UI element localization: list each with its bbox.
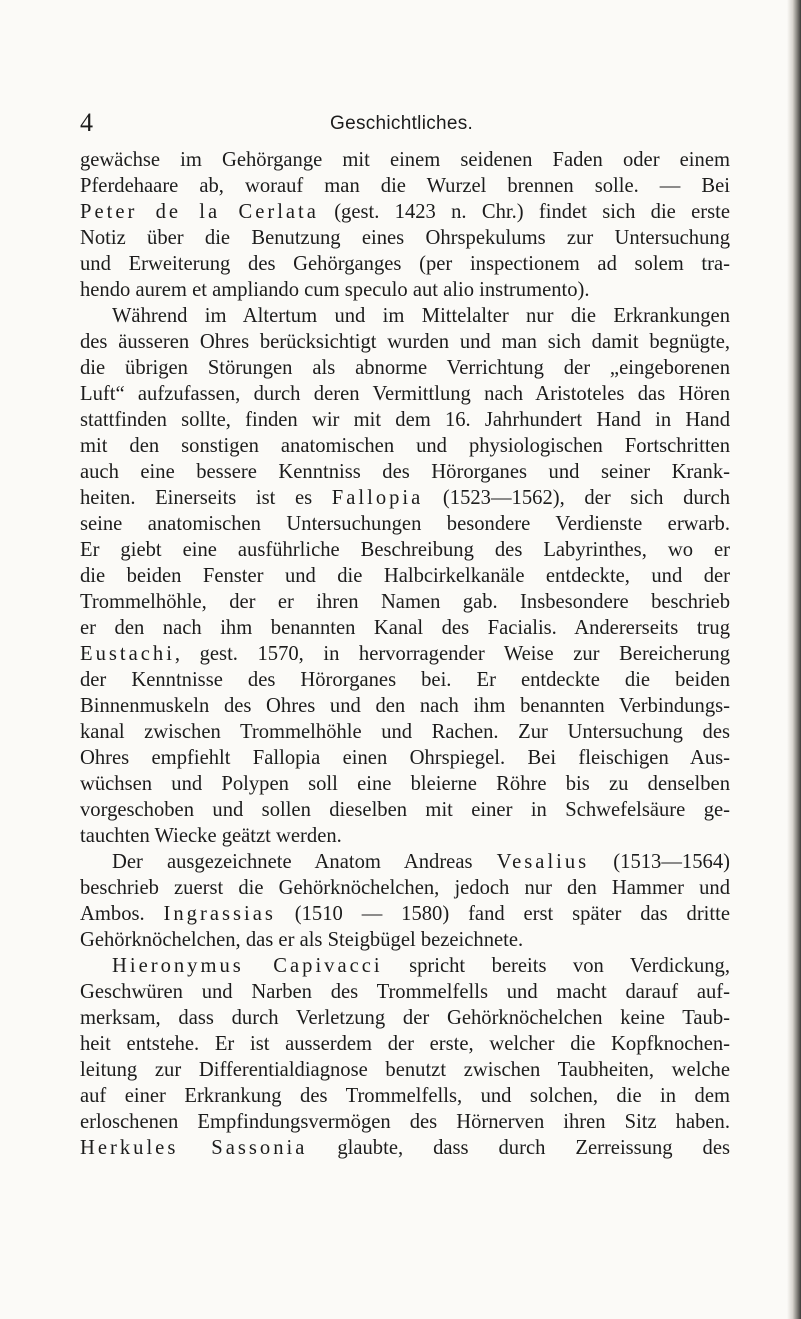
- page-number: 4: [80, 108, 93, 137]
- text-line: Ohres empfiehlt Fallopia einen Ohrspiegel. Bei fleischigen Aus-: [80, 747, 730, 769]
- text-line: beschrieb zuerst die Gehörknöchelchen, jedoch nur den Hammer und: [80, 877, 730, 899]
- text-line: Trommelhöhle, der er ihren Namen gab. Insbesondere beschrieb: [80, 591, 730, 613]
- text-line: erloschenen Empfindungsvermögen des Hörnerven ihren Sitz haben.: [80, 1111, 730, 1133]
- text-line: heiten. Einerseits ist es Fallopia (1523—1562), der sich durch: [80, 487, 730, 509]
- text-line: tauchten Wiecke geätzt werden.: [80, 825, 342, 847]
- text-line: Pferdehaare ab, worauf man die Wurzel brennen solle. — Bei: [80, 175, 730, 197]
- text-line: die beiden Fenster und die Halbcirkelkanäle entdeckte, und der: [80, 565, 730, 587]
- text-line: er den nach ihm benannten Kanal des Facialis. Andererseits trug: [80, 617, 730, 639]
- text-line: auf einer Erkrankung des Trommelfells, und solchen, die in dem: [80, 1085, 730, 1107]
- text-line: Binnenmuskeln des Ohres und den nach ihm benannten Verbindungs-: [80, 695, 730, 717]
- text-line: Während im Altertum und im Mittelalter nur die Erkrankungen: [112, 305, 730, 327]
- text-line: Hieronymus Capivacci spricht bereits von Verdickung,: [112, 955, 730, 977]
- spaced-name: Ingrassias: [163, 903, 276, 925]
- text-line: Notiz über die Benutzung eines Ohrspekulums zur Untersuchung: [80, 227, 730, 249]
- text-line: auch eine bessere Kenntniss des Hörorganes und seiner Krank-: [80, 461, 730, 483]
- text-line: Er giebt eine ausführliche Beschreibung des Labyrinthes, wo er: [80, 539, 730, 561]
- text-line: Gehörknöchelchen, das er als Steigbügel bezeichnete.: [80, 929, 524, 951]
- spaced-name: Herkules Sassonia: [80, 1137, 308, 1159]
- text-line: die übrigen Störungen als abnorme Verrichtung der „eingeborenen: [80, 357, 730, 379]
- text-line: leitung zur Differentialdiagnose benutzt zwischen Taubheiten, welche: [80, 1059, 730, 1081]
- running-title: Geschichtliches.: [330, 113, 474, 134]
- text-line: heit entstehe. Er ist ausserdem der erste, welcher die Kopfknochen-: [80, 1033, 730, 1055]
- spaced-name: Eustachi: [80, 643, 175, 665]
- text-line: merksam, dass durch Verletzung der Gehörknöchelchen keine Taub-: [80, 1007, 730, 1029]
- text-line: und Erweiterung des Gehörganges (per inspectionem ad solem tra-: [80, 253, 730, 275]
- text-line: hendo aurem et ampliando cum speculo aut alio instrumento).: [80, 279, 590, 301]
- spaced-name: Vesalius: [496, 851, 590, 873]
- spaced-name: Hieronymus Capivacci: [112, 955, 383, 977]
- text-line: vorgeschoben und sollen dieselben mit einer in Schwefelsäure ge-: [80, 799, 730, 821]
- text-line: stattfinden sollte, finden wir mit dem 16. Jahrhundert Hand in Hand: [80, 409, 730, 431]
- text-line: Der ausgezeichnete Anatom Andreas Vesalius (1513—1564): [112, 851, 730, 873]
- page-edge-shadow: [787, 0, 801, 1319]
- text-line: gewächse im Gehörgange mit einem seidenen Faden oder einem: [80, 149, 730, 171]
- text-line: Ambos. Ingrassias (1510 — 1580) fand erst später das dritte: [80, 903, 730, 925]
- text-line: mit den sonstigen anatomischen und physiologischen Fortschritten: [80, 435, 730, 457]
- text-line: Geschwüren und Narben des Trommelfells und macht darauf auf-: [80, 981, 730, 1003]
- page-header: [80, 108, 730, 138]
- text-line: der Kenntnisse des Hörorganes bei. Er entdeckte die beiden: [80, 669, 730, 691]
- text-line: Herkules Sassonia glaubte, dass durch Zerreissung des: [80, 1137, 730, 1159]
- spaced-name: Fallopia: [331, 487, 424, 509]
- text-line: des äusseren Ohres berücksichtigt wurden und man sich damit begnügte,: [80, 331, 730, 353]
- text-line: seine anatomischen Untersuchungen besondere Verdienste erwarb.: [80, 513, 730, 535]
- text-line: Peter de la Cerlata (gest. 1423 n. Chr.) findet sich die erste: [80, 201, 730, 223]
- spaced-name: Peter de la Cerlata: [80, 201, 319, 223]
- text-line: kanal zwischen Trommelhöhle und Rachen. Zur Untersuchung des: [80, 721, 730, 743]
- text-line: Luft“ aufzufassen, durch deren Vermittlung nach Aristoteles das Hören: [80, 383, 730, 405]
- text-line: wüchsen und Polypen soll eine bleierne Röhre bis zu denselben: [80, 773, 730, 795]
- body-text: [80, 147, 730, 1161]
- text-line: Eustachi, gest. 1570, in hervorragender Weise zur Bereicherung: [80, 643, 730, 665]
